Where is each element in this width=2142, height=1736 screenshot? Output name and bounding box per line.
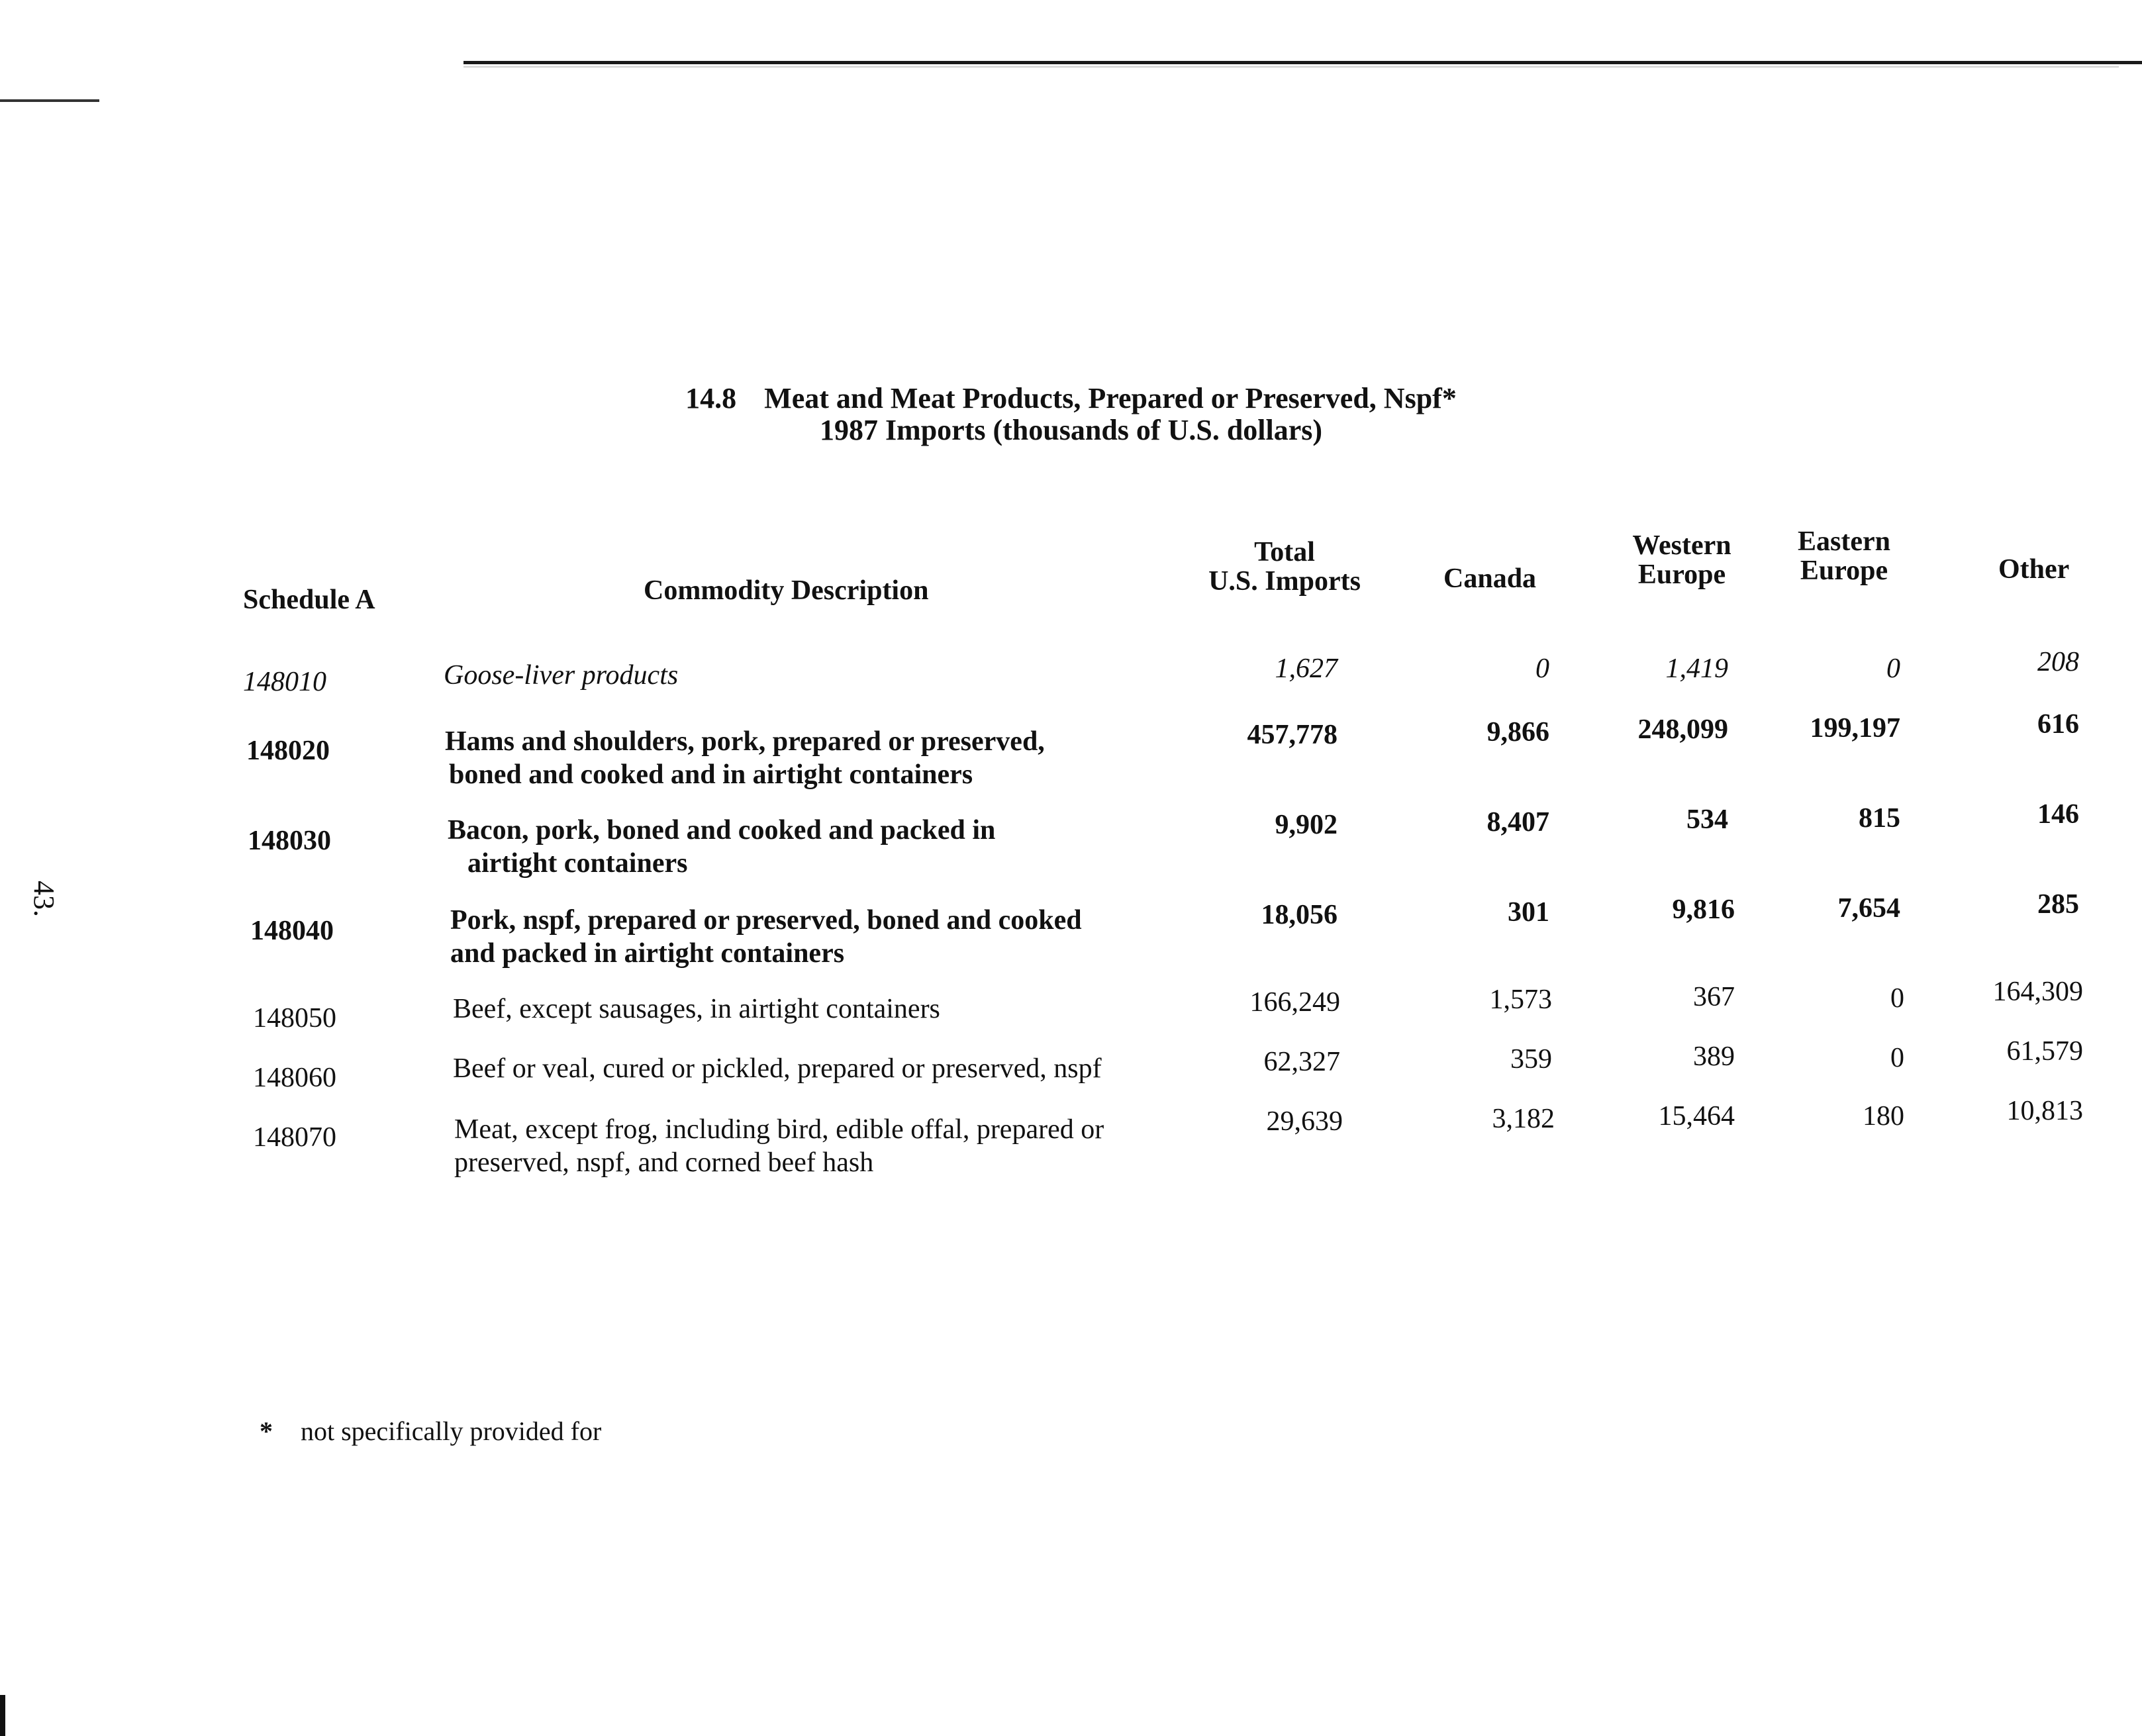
header-western-europe — [1602, 531, 1761, 589]
cell-eastern-europe: 0 — [1886, 653, 1900, 684]
cell-canada: 301 — [1508, 897, 1549, 928]
cell-description-line1: Bacon, pork, boned and cooked and packed in — [448, 815, 996, 845]
cell-description-line1: Hams and shoulders, pork, prepared or preserved, — [445, 726, 1045, 757]
cell-canada: 359 — [1510, 1044, 1552, 1075]
header-western-line1: Western — [1632, 530, 1731, 561]
cell-total: 166,249 — [1249, 987, 1340, 1018]
footnote-text: not specifically provided for — [301, 1416, 602, 1446]
cell-western-europe: 15,464 — [1658, 1101, 1735, 1132]
cell-schedule: 148050 — [253, 1003, 336, 1034]
cell-description-line2: preserved, nspf, and corned beef hash — [454, 1147, 874, 1178]
footnote-marker: * — [260, 1416, 273, 1446]
cell-canada: 8,407 — [1486, 807, 1549, 838]
title-text: Meat and Meat Products, Prepared or Preserved, Nspf* — [764, 382, 1457, 414]
cell-other: 10,813 — [2006, 1096, 2083, 1126]
cell-description-line1: Pork, nspf, prepared or preserved, boned and cooked — [450, 905, 1082, 936]
header-total-line1: Total — [1254, 537, 1315, 567]
cell-eastern-europe: 0 — [1890, 983, 1904, 1014]
cell-western-europe: 9,816 — [1672, 894, 1735, 925]
cell-western-europe: 367 — [1693, 982, 1735, 1012]
cell-description-line2: and packed in airtight containers — [450, 938, 845, 969]
cell-total: 29,639 — [1266, 1106, 1343, 1137]
header-total-line2: U.S. Imports — [1208, 566, 1361, 597]
header-total — [1179, 538, 1390, 596]
cell-eastern-europe: 7,654 — [1837, 893, 1900, 924]
title-line-1 — [0, 383, 2142, 414]
cell-description-line2: boned and cooked and in airtight containers — [449, 759, 973, 790]
cell-total: 18,056 — [1261, 900, 1338, 930]
header-other: Other — [1998, 554, 2070, 585]
cell-western-europe: 389 — [1693, 1041, 1735, 1072]
cell-total: 62,327 — [1263, 1047, 1340, 1077]
cell-total: 457,778 — [1247, 720, 1338, 750]
cell-schedule: 148040 — [250, 916, 334, 946]
cell-total: 1,627 — [1275, 653, 1338, 684]
cell-eastern-europe: 815 — [1859, 803, 1900, 834]
cell-other: 616 — [2037, 709, 2079, 740]
cell-canada: 1,573 — [1489, 985, 1552, 1015]
cell-other: 61,579 — [2006, 1036, 2083, 1067]
cell-schedule: 148070 — [253, 1122, 336, 1153]
cell-other: 164,309 — [1992, 977, 2083, 1007]
cell-western-europe: 248,099 — [1637, 714, 1728, 745]
cell-canada: 0 — [1535, 653, 1549, 684]
title-line-2: 1987 Imports (thousands of U.S. dollars) — [819, 414, 1323, 446]
header-eastern-line1: Eastern — [1798, 526, 1890, 557]
cell-other: 285 — [2037, 889, 2079, 920]
top-faint-rule — [463, 66, 2119, 68]
cell-description: Beef, except sausages, in airtight containers — [453, 994, 940, 1024]
cell-canada: 3,182 — [1492, 1104, 1555, 1134]
cell-description: Beef or veal, cured or pickled, prepared or preserved, nspf — [453, 1053, 1102, 1084]
top-rule — [463, 61, 2142, 64]
cell-schedule: 148010 — [243, 667, 326, 697]
cell-schedule: 148030 — [248, 826, 331, 856]
header-western-line2: Europe — [1637, 559, 1726, 590]
cell-western-europe: 1,419 — [1665, 653, 1728, 684]
left-rule — [0, 99, 99, 102]
cell-eastern-europe: 0 — [1890, 1043, 1904, 1073]
cell-canada: 9,866 — [1486, 717, 1549, 747]
margin-mark — [0, 1695, 5, 1736]
header-eastern-line2: Europe — [1800, 555, 1888, 586]
header-schedule: Schedule A — [243, 585, 375, 615]
table-title — [0, 383, 2142, 446]
cell-eastern-europe: 199,197 — [1810, 713, 1900, 744]
cell-other: 146 — [2037, 799, 2079, 830]
cell-description-line2: airtight containers — [467, 848, 688, 879]
cell-schedule: 148060 — [253, 1063, 336, 1093]
header-description: Commodity Description — [644, 575, 929, 606]
header-eastern-europe — [1768, 527, 1920, 585]
cell-other: 208 — [2037, 647, 2079, 677]
cell-western-europe: 534 — [1686, 804, 1728, 835]
header-canada: Canada — [1443, 563, 1537, 594]
page-number: 43. — [28, 881, 60, 917]
cell-description-line1: Meat, except frog, including bird, edible offal, prepared or — [454, 1114, 1104, 1145]
cell-eastern-europe: 180 — [1863, 1101, 1904, 1132]
footnote — [260, 1416, 601, 1447]
cell-schedule: 148020 — [246, 736, 330, 766]
cell-total: 9,902 — [1275, 810, 1338, 840]
cell-description: Goose-liver products — [444, 660, 679, 691]
table-number: 14.8 — [685, 382, 737, 414]
